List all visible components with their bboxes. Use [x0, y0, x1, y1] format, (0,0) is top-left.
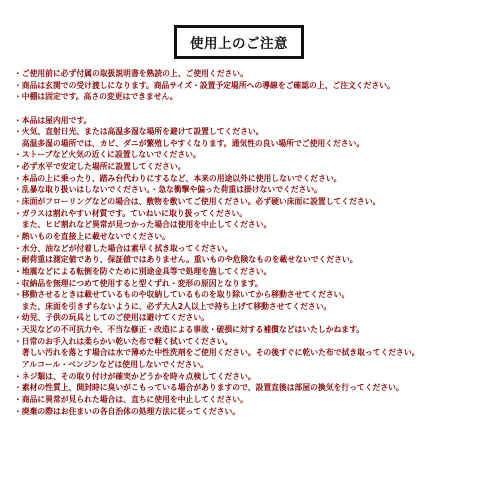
caution-line: ・本品は屋内用です。 — [14, 115, 92, 125]
caution-line: ・床面がフローリングなどの場合は、敷物を敷いてご使用ください。必ず硬い床面に設置してください。 — [14, 197, 381, 207]
caution-line: ・地震などによる転倒を防ぐために別途金具等で処理を施してください。 — [14, 266, 272, 276]
caution-line: ・ネジ類は、その取り付けが確実かどうかを時々点検してください。 — [14, 371, 256, 381]
caution-line: アルコール・ベンジンなどは使用しないでください。 — [14, 360, 209, 370]
caution-line: ・乱暴な取り扱いはしないでください。・急な衝撃や偏った荷重は掛けないでください。 — [14, 185, 322, 195]
caution-line: ・ガラスは割れやすい材質です。ていねいに取り扱ってください。 — [14, 208, 248, 218]
caution-line: ・商品に異常が見られた場合は、直ちに使用を中止してください。 — [14, 394, 248, 404]
caution-line: ・火気、直射日光、または高温多湿な場所を避けて設置してください。 — [14, 127, 264, 137]
caution-line: 著しい汚れを落とす場合は水で薄めた中性洗剤をご使用ください。その後すぐに乾いた布で拭き取ってください。 — [14, 348, 420, 358]
caution-list — [14, 68, 474, 417]
caution-line: ・素材の性質上、開封時に臭いがこもっている場合がありますので、設置直後は部屋の換気を行ってください。 — [14, 383, 404, 393]
caution-line: ・収納品を無理につめて使用すると型くずれ・変形の原因となります。 — [14, 278, 263, 288]
caution-line: ・熱いものを直接上に載せないでください。 — [14, 231, 170, 241]
caution-line: ・耐荷重は測定値であり、保証値ではありません。重いものや危険なものを載せないでください。 — [14, 255, 358, 265]
page-title: 使用上のご注意 — [190, 36, 288, 52]
caution-line: ・廃棄の際はお住まいの各自治体の処理方法に従ってください。 — [14, 406, 241, 416]
caution-line: また、床面を引きずらないように、必ず大人2人以上で持ち上げて移動させてください。 — [14, 301, 332, 311]
caution-line: ・必ず水平で安定した場所に設置してください。 — [14, 162, 186, 172]
caution-line: ・本品の上に乗ったり、踏み台代わりにするなど、本来の用途以外に使用しないでください。 — [14, 173, 342, 183]
caution-line: ・中棚は固定です。高さの変更はできません。 — [14, 92, 178, 102]
caution-line: ・ご使用前に必ず付属の取扱説明書を熟読の上、ご使用ください。 — [14, 69, 248, 78]
title-box — [174, 25, 304, 59]
caution-line: 高温多湿の場所では、カビ、ダニが繁殖しやすくなります。通気性の良い場所でご使用ください。 — [14, 138, 365, 148]
caution-line: ・移動させるときは載せているものや収納しているものを取り除いてから移動させてください。 — [14, 290, 350, 300]
caution-line: ・日常のお手入れは柔らかい乾いた布で軽く拭いてください。 — [14, 336, 233, 346]
caution-line: ・ストーブなど火気の近くに設置しないでください。 — [14, 150, 201, 160]
caution-line: ・幼児、子供の玩具としてのご使用は避けてください。 — [14, 313, 209, 323]
caution-line: また、ヒビ割れなど異常が見つかった場合は使用を中止してください。 — [14, 220, 272, 230]
caution-line: ・天災などの不可抗力や、不当な修正・改造による事故・破損に対する補償などはいたしかねます。 — [14, 325, 365, 335]
caution-line: ・商品は玄関での受け渡しになります。商品サイズ・設置予定場所への導線をご確認の上、ご注文ください。 — [14, 80, 395, 90]
caution-line: ・水分、油などが付着した場合は素早く拭き取ってください。 — [14, 243, 233, 253]
spacer — [14, 103, 474, 115]
